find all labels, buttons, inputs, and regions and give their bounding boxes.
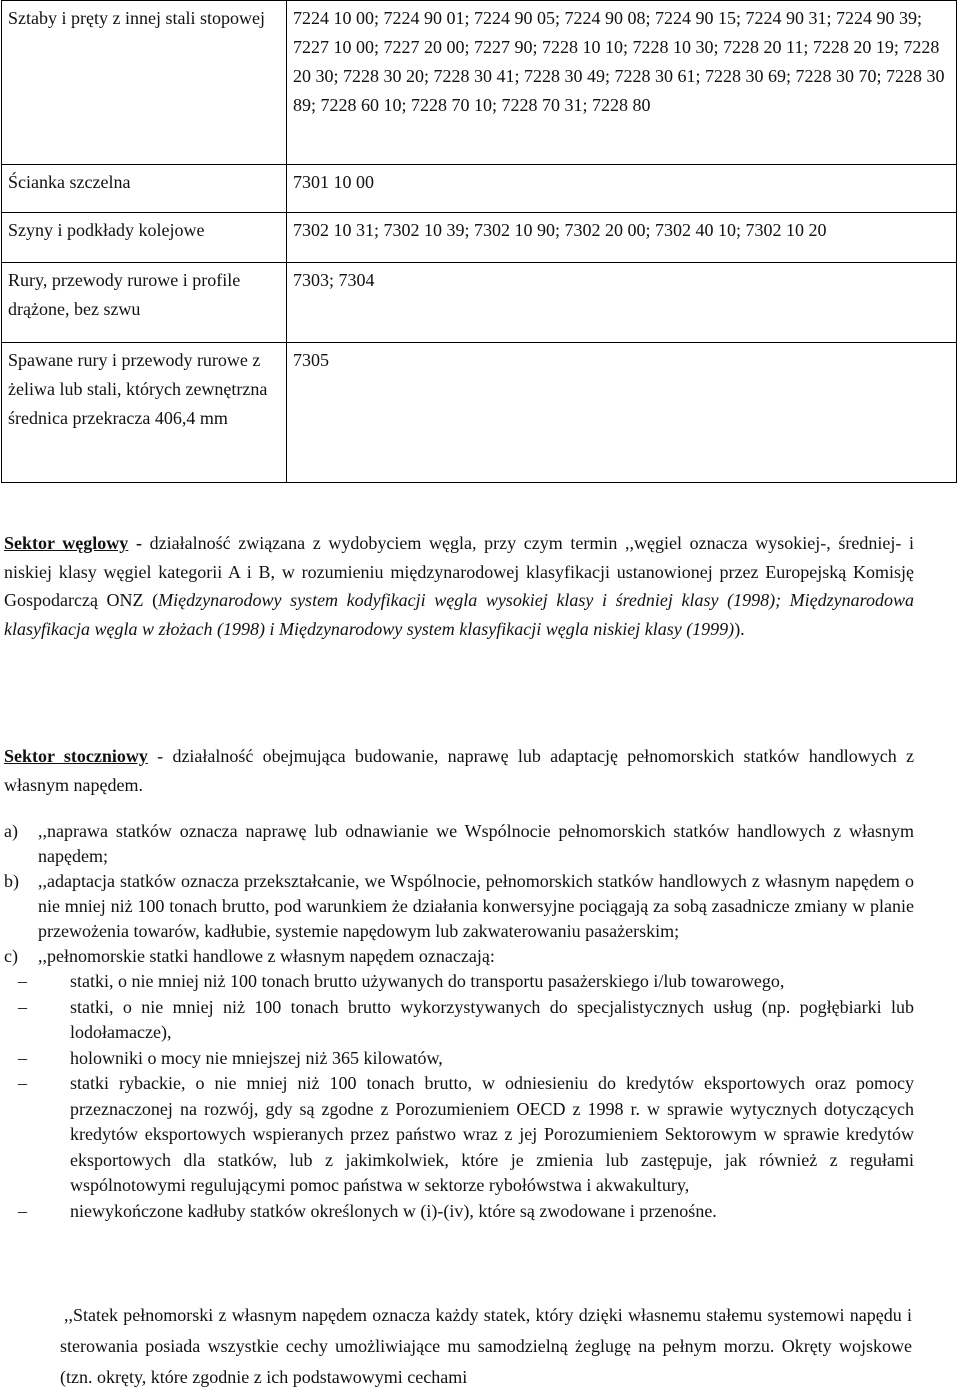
cn-codes: 7303; 7304 (287, 263, 957, 343)
dash-marker: – (18, 971, 27, 991)
definition-text: ,,naprawa statków oznacza naprawę lub odnawianie we Wspólnocie pełnomorskich statków handlowych z własnym napędem; (38, 821, 914, 866)
coal-sector-separator: - (128, 533, 150, 553)
table-row (2, 213, 957, 263)
shipbuilding-sector-text: działalność obejmująca budowanie, naprawę lub adaptację pełnomorskich statków handlowych z własnym napędem. (4, 746, 914, 795)
dash-marker: – (18, 1200, 27, 1221)
cn-code-table (1, 0, 957, 483)
cn-codes: 7301 10 00 (287, 165, 957, 213)
list-item (4, 1071, 914, 1199)
list-item (4, 969, 914, 995)
coal-sector-definition (4, 529, 914, 643)
shipbuilding-sector-term: Sektor stoczniowy (4, 746, 148, 766)
list-item (4, 1199, 914, 1225)
definition-text: ,,pełnomorskie statki handlowe z własnym napędem oznaczają: (38, 946, 495, 966)
product-name: Spawane rury i przewody rurowe z żeliwa lub stali, których zewnętrzna średnica przekracza 406,4 mm (2, 343, 287, 483)
table-row (2, 343, 957, 483)
coal-sector-classifications: Międzynarodowy system kodyfikacji węgla wysokiej klasy i średniej klasy (1998); Międzynarodowa klasyfikacja węgla w złożach (1998) i Międzynarodowy system klasyfikacji węgla niskiej klasy (1999) (4, 590, 914, 639)
product-name: Rury, przewody rurowe i profile drążone, bez szwu (2, 263, 287, 343)
list-item (4, 1046, 914, 1072)
list-item (4, 995, 914, 1046)
table-row (2, 263, 957, 343)
definition-item (4, 819, 914, 869)
cn-codes: 7302 10 31; 7302 10 39; 7302 10 90; 7302 20 00; 7302 40 10; 7302 10 20 (287, 213, 957, 263)
coal-sector-end: ). (734, 618, 745, 639)
definition-marker: a) (4, 821, 18, 841)
definitions-list (4, 819, 914, 1224)
shipbuilding-sector-definition (4, 742, 914, 800)
product-name: Sztaby i pręty z innej stali stopowej (2, 1, 287, 165)
list-item-text: holowniki o mocy nie mniejszej niż 365 kilowatów, (70, 1047, 443, 1068)
dash-marker: – (18, 996, 27, 1017)
table-row (2, 165, 957, 213)
definition-marker: c) (4, 946, 18, 966)
definition-item (4, 944, 914, 969)
vessel-types-list (4, 969, 914, 1224)
dash-marker: – (18, 1073, 27, 1093)
list-item-text: statki rybackie, o nie mniej niż 100 tonach brutto, w odniesieniu do kredytów eksportowych oraz pomocy przeznaczonej na rozwój, gdy są zgodne z Porozumieniem OECD z 1998 r. w sprawie wytycznych dotyczących kredytów eksportowych wspieranych przez państwo wraz z jej Porozumieniem Sektorowym w sprawie kredytów eksportowych dla statków, lub z jakimkolwiek, które je zmienia lub zastępuje, jak również z regułami wspólnotowymi regulującymi pomoc państwa w sektorze rybołówstwa i akwakultury, (70, 1073, 914, 1195)
definition-text: ,,adaptacja statków oznacza przekształcanie, we Wspólnocie, pełnomorskich statków handlowych z własnym napędem o nie mniej niż 100 tonach brutto, pod warunkiem że działania konwersyjne pociągają za sobą zasadnicze zmiany w planie przewożenia towarów, kadłubie, systemie napędowym lub zakwaterowaniu pasażerskim; (38, 871, 914, 941)
list-item-text: statki, o nie mniej niż 100 tonach brutto używanych do transportu pasażerskiego i/lub towarowego, (70, 971, 785, 991)
list-item-text: statki, o nie mniej niż 100 tonach brutto wykorzystywanych do specjalistycznych usług (np. pogłębiarki lub lodołamacze), (70, 996, 914, 1042)
shipbuilding-sector-separator: - (147, 746, 173, 766)
coal-sector-text: działalność związana z wydobyciem węgla, przy czym termin ,,węgiel oznacza wysokiej-, średniej- i niskiej klasy węgiel kategorii A i B, w rozumieniu międzynarodowej klasyfikacji ustanowionej przez Europejską Komisję Gospodarczą ONZ ( (4, 533, 914, 610)
seagoing-vessel-definition: ,,Statek pełnomorski z własnym napędem oznacza każdy statek, który dzięki własnemu stałemu systemowi napędu i sterowania posiada wszystkie cechy umożliwiające mu samodzielną żeglugę na pełnym morzu. Okręty wojskowe (tzn. okręty, które zgodnie z ich podstawowymi cechami (60, 1305, 912, 1387)
table-row (2, 1, 957, 165)
product-name: Ścianka szczelna (2, 165, 287, 213)
cn-codes: 7305 (287, 343, 957, 483)
dash-marker: – (18, 1047, 27, 1068)
coal-sector-term: Sektor węglowy (4, 533, 129, 553)
definition-item (4, 869, 914, 944)
product-name: Szyny i podkłady kolejowe (2, 213, 287, 263)
list-item-text: niewykończone kadłuby statków określonych w (i)-(iv), które są zwodowane i przenośne. (70, 1200, 717, 1221)
cn-codes: 7224 10 00; 7224 90 01; 7224 90 05; 7224 90 08; 7224 90 15; 7224 90 31; 7224 90 39; 7227 10 00; 7227 20 00; 7227 90; 7228 10 10; 7228 10 30; 7228 20 11; 7228 20 19; 7228 20 30; 7228 30 20; 7228 30 41; 7228 30 49; 7228 30 61; 7228 30 69; 7228 30 70; 7228 30 89; 7228 60 10; 7228 70 10; 7228 70 31; 7228 80 (287, 1, 957, 165)
definition-marker: b) (4, 871, 19, 891)
